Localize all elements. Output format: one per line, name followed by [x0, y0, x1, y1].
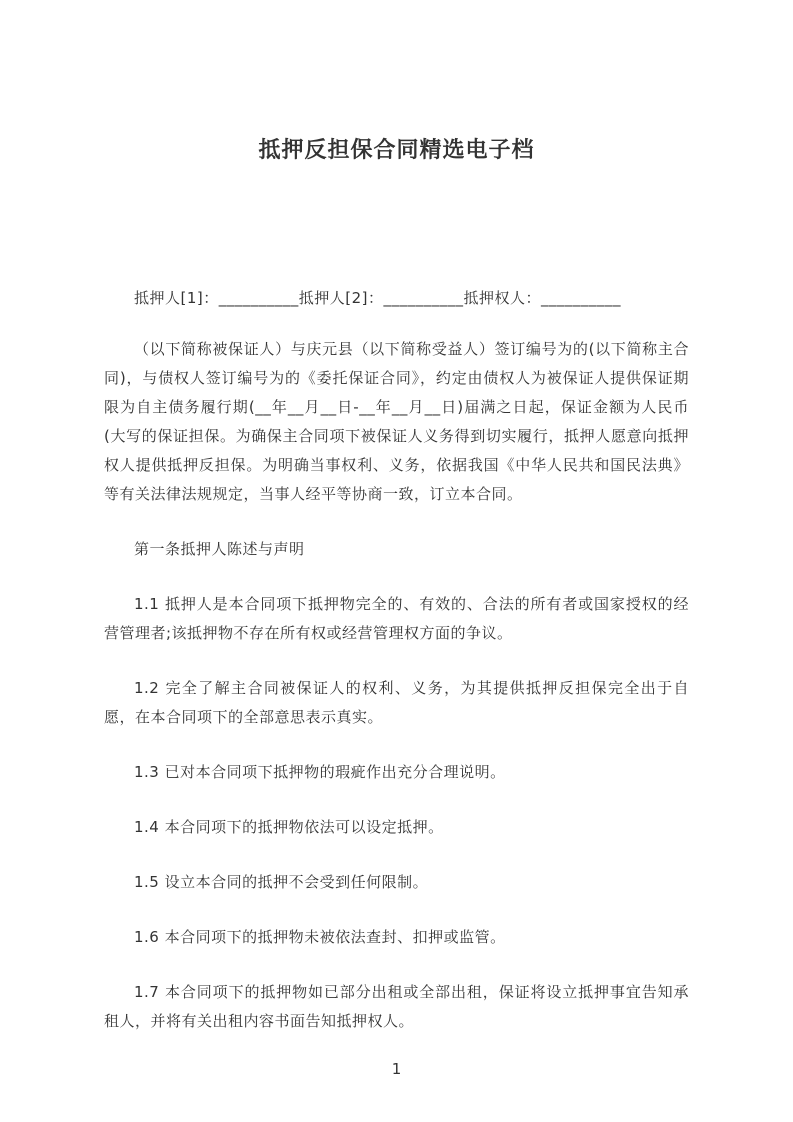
- page-number: 1: [391, 1060, 402, 1078]
- clause-1-4: 1.4 本合同项下的抵押物依法可以设定抵押。: [134, 818, 444, 836]
- clause-1-6: 1.6 本合同项下的抵押物未被依法查封、扣押或监管。: [134, 928, 506, 946]
- clause-1-7: 1.7 本合同项下的抵押物如已部分出租或全部出租，保证将设立抵押事宜告知承租人，并将有关出租内容书面告知抵押权人。: [104, 983, 689, 1030]
- clause-1-3: 1.3 已对本合同项下抵押物的瑕疵作出充分合理说明。: [134, 763, 506, 781]
- parties-line: 抵押人[1]：__________抵押人[2]：__________抵押权人：__________: [134, 289, 621, 307]
- clause-1-5: 1.5 设立本合同的抵押不会受到任何限制。: [134, 873, 429, 891]
- document-title: 抵押反担保合同精选电子档: [258, 138, 535, 163]
- section-heading: 第一条抵押人陈述与声明: [134, 540, 305, 558]
- clause-1-2: 1.2 完全了解主合同被保证人的权利、义务，为其提供抵押反担保完全出于自愿，在本合同项下的全部意思表示真实。: [104, 679, 689, 726]
- intro-paragraph: （以下简称被保证人）与庆元县（以下简称受益人）签订编号为的(以下简称主合同)，与债权人签订编号为的《委托保证合同》，约定由债权人为被保证人提供保证期限为自主债务履行期(__年__月__日-__年__月__日)届满之日起，保证金额为人民币(大写的保证担保。为确保主合同项下被保证人义务得到切实履行，抵押人愿意向抵押权人提供抵押反担保。为明确当事权利、义务，依据我国《中华人民共和国民法典》等有关法律法规规定，当事人经平等协商一致，订立本合同。: [104, 340, 689, 503]
- clause-1-1: 1.1 抵押人是本合同项下抵押物完全的、有效的、合法的所有者或国家授权的经营管理者;该抵押物不存在所有权或经营管理权方面的争议。: [104, 595, 689, 642]
